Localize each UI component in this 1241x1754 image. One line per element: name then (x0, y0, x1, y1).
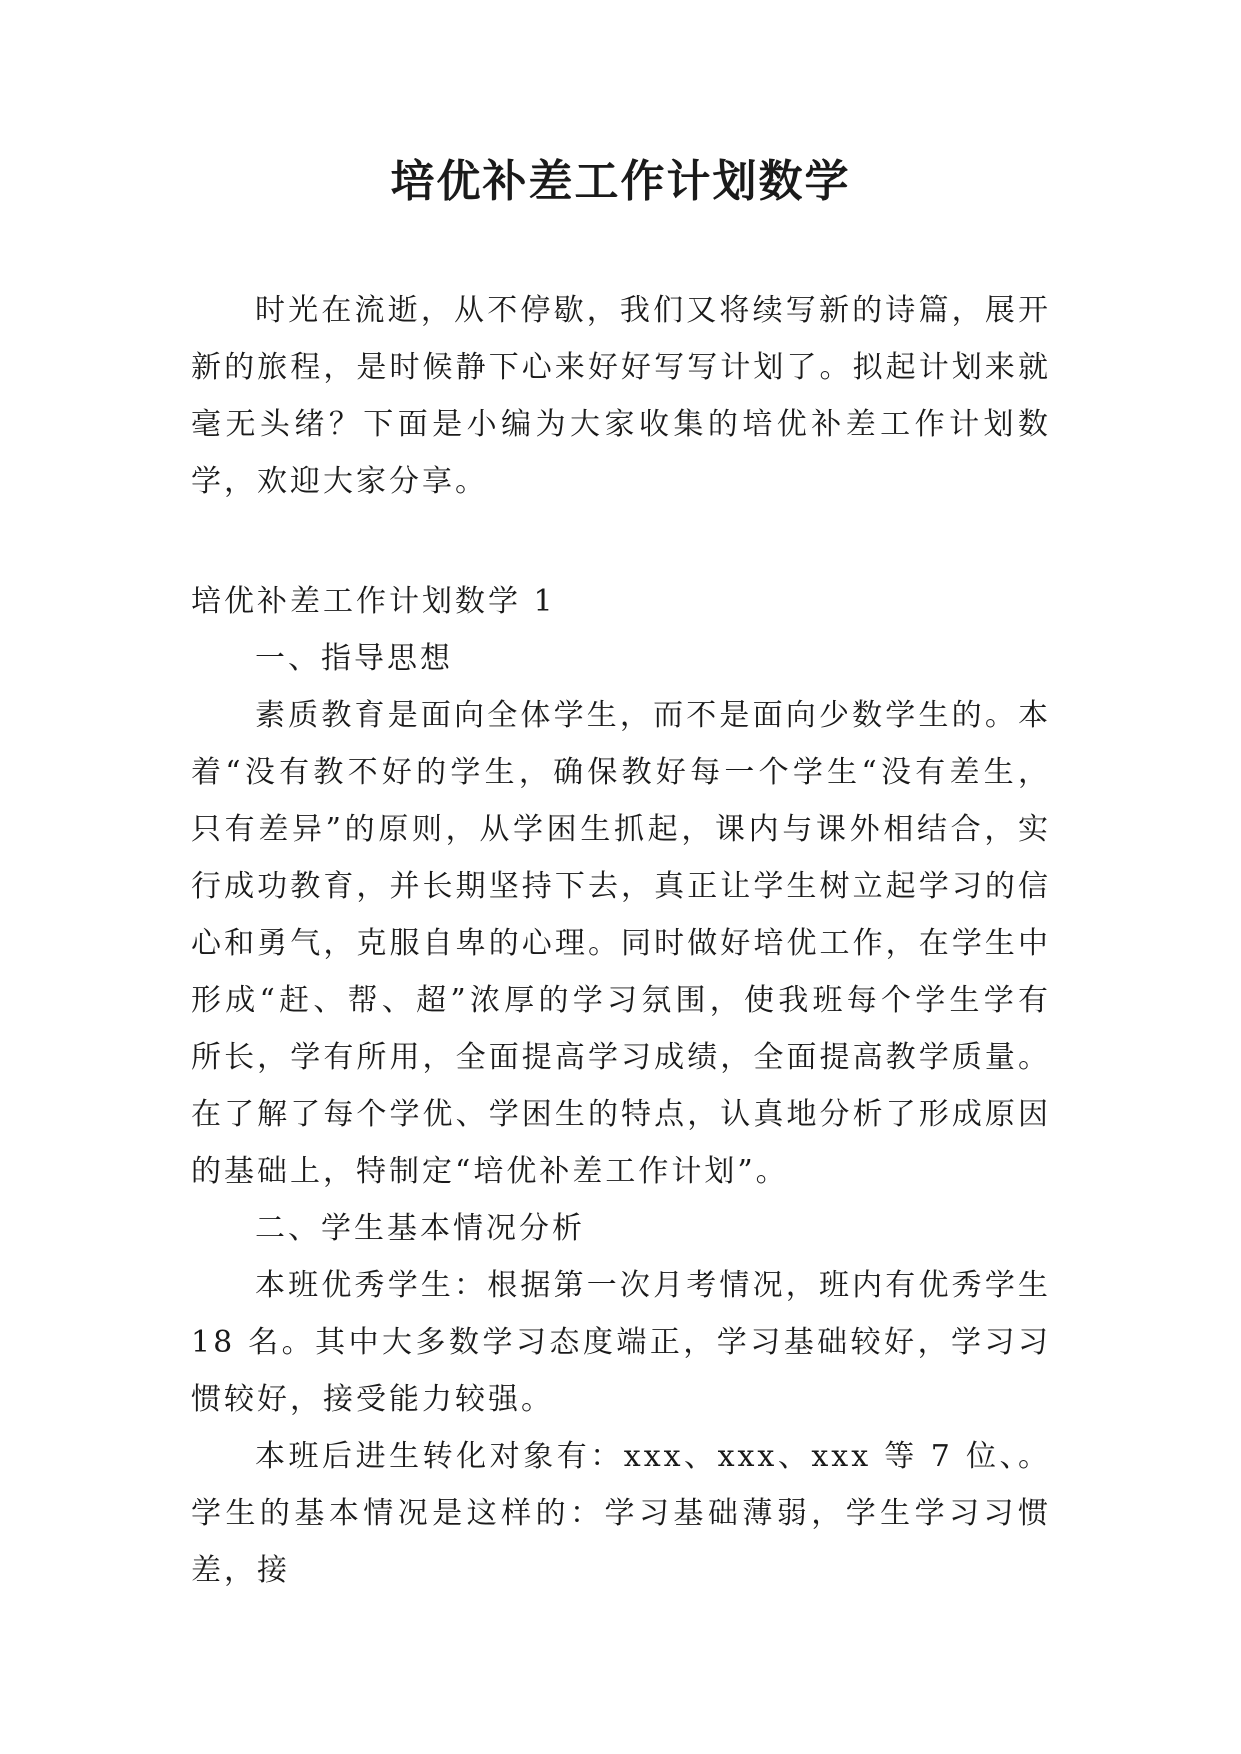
section-title: 培优补差工作计划数学 1 (191, 584, 556, 619)
excellent-students-paragraph: 本班优秀学生：根据第一次月考情况，班内有优秀学生 18 名。其中大多数学习态度端正，学习基础较好，学习习惯较好，接受能力较强。 (191, 1268, 1051, 1417)
spacer (191, 510, 1051, 573)
lagging-students-paragraph: 本班后进生转化对象有：xxx、xxx、xxx 等 7 位、。学生的基本情况是这样的：学习基础薄弱，学生学习习惯差，接 (191, 1439, 1051, 1588)
document-title: 培优补差工作计划数学 (390, 156, 851, 207)
heading-guiding-ideology: 一、指导思想 (255, 641, 453, 676)
intro-paragraph: 时光在流逝，从不停歇，我们又将续写新的诗篇，展开新的旅程，是时候静下心来好好写写计划了。拟起计划来就毫无头绪？下面是小编为大家收集的培优补差工作计划数学，欢迎大家分享。 (191, 293, 1051, 499)
guiding-ideology-paragraph: 素质教育是面向全体学生，而不是面向少数学生的。本着“没有教不好的学生，确保教好每一个学生“没有差生，只有差异”的原则，从学困生抓起，课内与课外相结合，实行成功教育，并长期坚持下去，真正让学生树立起学习的信心和勇气，克服自卑的心理。同时做好培优工作，在学生中形成“赶、帮、超”浓厚的学习氛围，使我班每个学生学有所长，学有所用，全面提高学习成绩，全面提高教学质量。在了解了每个学优、学困生的特点，认真地分析了形成原因的基础上，特制定“培优补差工作计划”。 (191, 698, 1051, 1189)
document-body (191, 282, 1051, 1599)
heading-student-analysis: 二、学生基本情况分析 (255, 1211, 585, 1246)
